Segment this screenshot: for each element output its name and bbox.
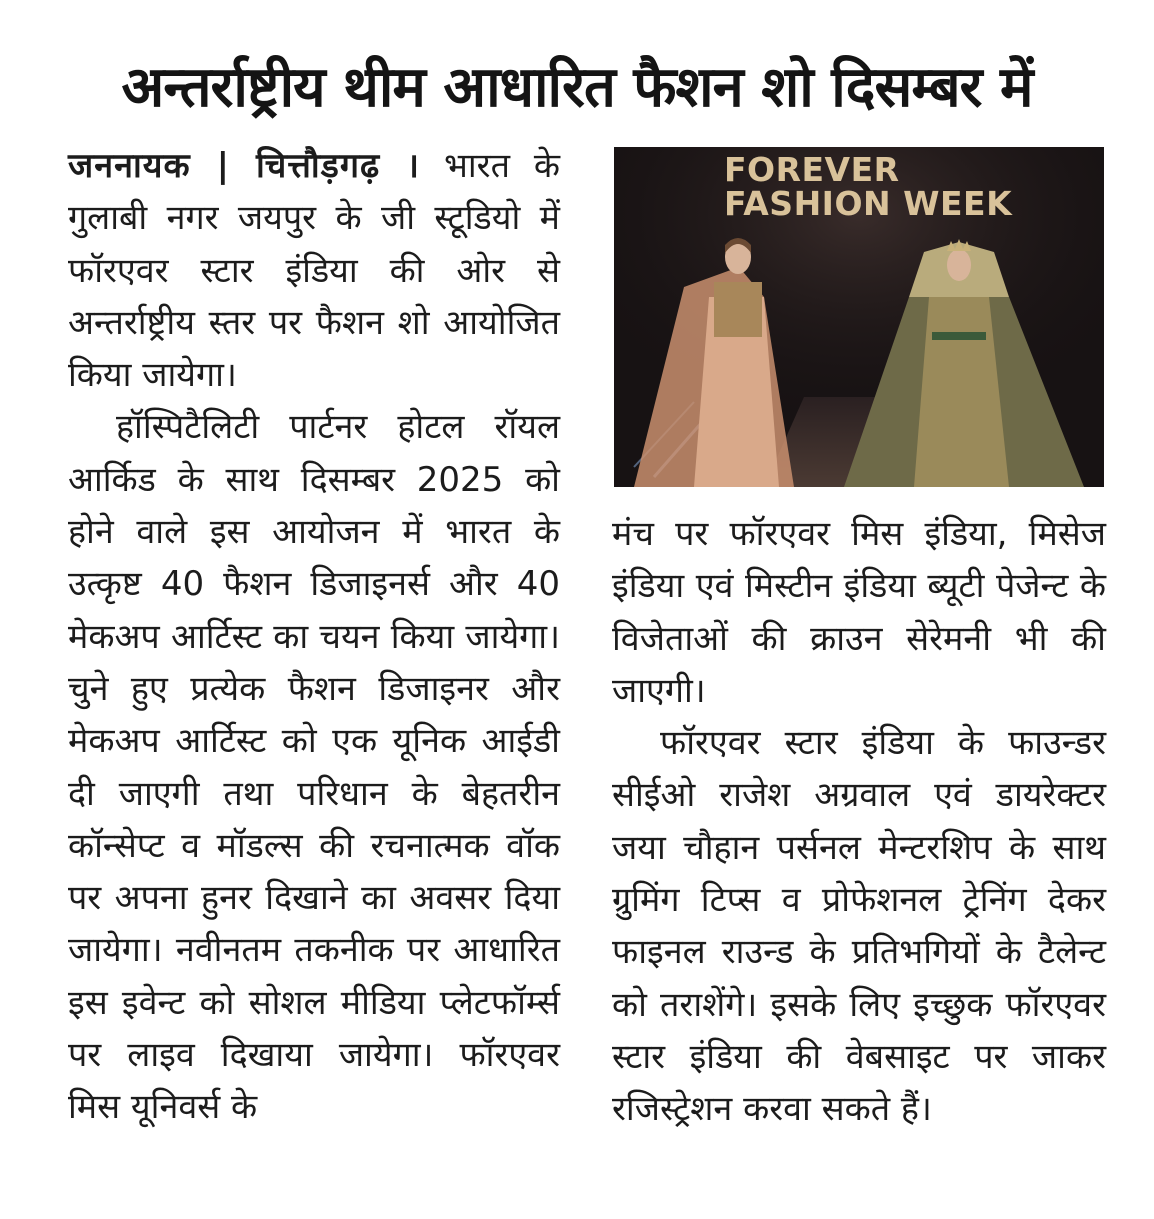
- photo-caption-line-1: FOREVER: [724, 150, 900, 189]
- lead-paragraph-text: भारत के गुलाबी नगर जयपुर के जी स्टूडियो में फॉरएवर स्टार इंडिया की ओर से अन्तर्राष्ट्रीय स्तर पर फैशन शो आयोजित किया जायेगा।: [68, 146, 561, 396]
- dateline: जननायक | चित्तौड़गढ़ ।: [68, 146, 420, 186]
- article-left-column: [68, 140, 560, 1134]
- body-paragraph-4: फॉरएवर स्टार इंडिया के फाउन्डर सीईओ राजेश अग्रवाल एवं डायरेक्टर जया चौहान पर्सनल मेन्टरशिप के साथ ग्रुमिंग टिप्स व प्रोफेशनल ट्रेनिंग देकर फाइनल राउन्ड के प्रतिभगियों के टैलेन्ट को तराशेंगे। इसके लिए इच्छुक फॉरएवर स्टार इंडिया की वेबसाइट पर जाकर रजिस्ट्रेशन करवा सकते हैं।: [612, 723, 1106, 1130]
- body-paragraph-3: मंच पर फॉरएवर मिस इंडिया, मिसेज इंडिया एवं मिस्टीन इंडिया ब्यूटी पेजेन्ट के विजेताओं की क्राउन सेरेमनी भी की जाएगी।: [612, 514, 1106, 711]
- belt-right: [932, 332, 986, 340]
- photo-caption: [724, 150, 1013, 223]
- lead-paragraph: [68, 140, 560, 401]
- body-paragraph-2: हॉस्पिटैलिटी पार्टनर होटल रॉयल आर्किड के साथ दिसम्बर 2025 को होने वाले इस आयोजन में भारत के उत्कृष्ट 40 फैशन डिजाइनर्स और 40 मेकअप आर्टिस्ट का चयन किया जायेगा। चुने हुए प्रत्येक फैशन डिजाइनर और मेकअप आर्टिस्ट को एक यूनिक आईडी दी जाएगी तथा परिधान के बेहतरीन कॉन्सेप्ट व मॉडल्स की रचनात्मक वॉक पर अपना हुनर दिखाने का अवसर दिया जायेगा। नवीनतम तकनीक पर आधारित इस इवेन्ट को सोशल मीडिया प्लेटफॉर्म्स पर लाइव दिखाया जायेगा। फॉरएवर मिस यूनिवर्स के: [68, 407, 560, 1128]
- bodice-left: [714, 282, 762, 337]
- fashion-show-photo: [614, 147, 1104, 487]
- article-right-column: [612, 508, 1106, 1136]
- photo-caption-line-2: FASHION WEEK: [724, 184, 1013, 223]
- head-right: [947, 249, 971, 281]
- headline: अन्तर्राष्ट्रीय थीम आधारित फैशन शो दिसम्बर में: [121, 55, 1033, 120]
